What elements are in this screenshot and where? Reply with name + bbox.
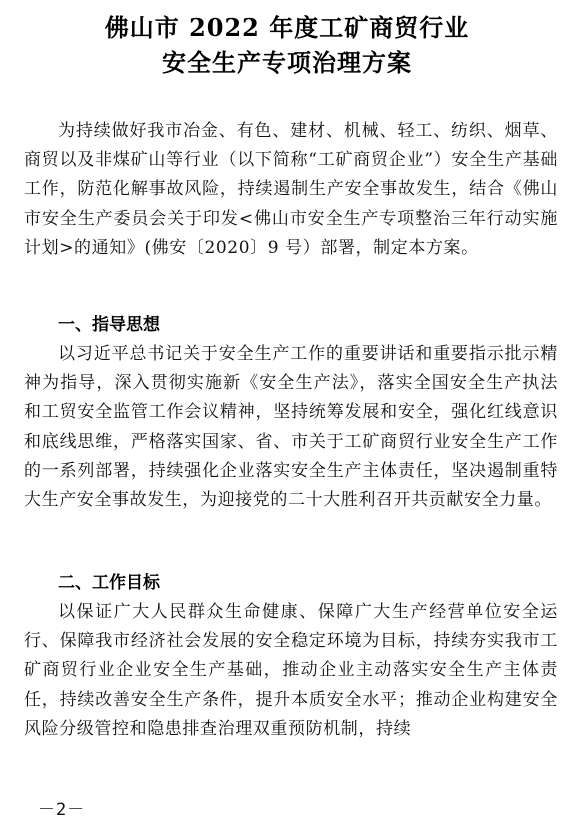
intro-paragraph: 为持续做好我市冶金、有色、建材、机械、轻工、纺织、烟草、商贸以及非煤矿山等行业（以下简称“工矿商贸企业”）安全生产基础工作，防范化解事故风险，持续遏制生产安全事故发生，结合《佛山市安全生产委员会关于印发<佛山市安全生产专项整治三年行动实施计划>的通知》(佛安〔2020〕9 号）部署，制定本方案。 xyxy=(24,121,558,258)
document-title-line-1: 佛山市 2022 年度工矿商贸行业 xyxy=(104,13,470,42)
section-heading-guiding-ideology: 一、指导思想 xyxy=(58,315,160,335)
document-title-line-2: 安全生产专项治理方案 xyxy=(162,48,412,77)
section-body-guiding-ideology: 以习近平总书记关于安全生产工作的重要讲话和重要指示批示精神为指导，深入贯彻实施新《安全生产法》，落实全国安全生产执法和工贸安全监管工作会议精神，坚持统筹发展和安全，强化红线意识和底线思维，严格落实国家、省、市关于工矿商贸行业安全生产工作的一系列部署，持续强化企业落实安全生产主体责任，坚决遏制重特大生产安全事故发生，为迎接党的二十大胜利召开共贡献安全力量。 xyxy=(24,344,558,511)
section-body-work-goals: 以保证广大人民群众生命健康、保障广大生产经营单位安全运行、保障我市经济社会发展的安全稳定环境为目标，持续夯实我市工矿商贸行业企业安全生产基础，推动企业主动落实安全生产主体责任，持续改善安全生产条件，提升本质安全水平；推动企业构建安全风险分级管控和隐患排查治理双重预防机制，持续 xyxy=(24,602,558,739)
section-heading-work-goals: 二、工作目标 xyxy=(58,573,160,593)
page-number: －2－ xyxy=(38,800,86,820)
